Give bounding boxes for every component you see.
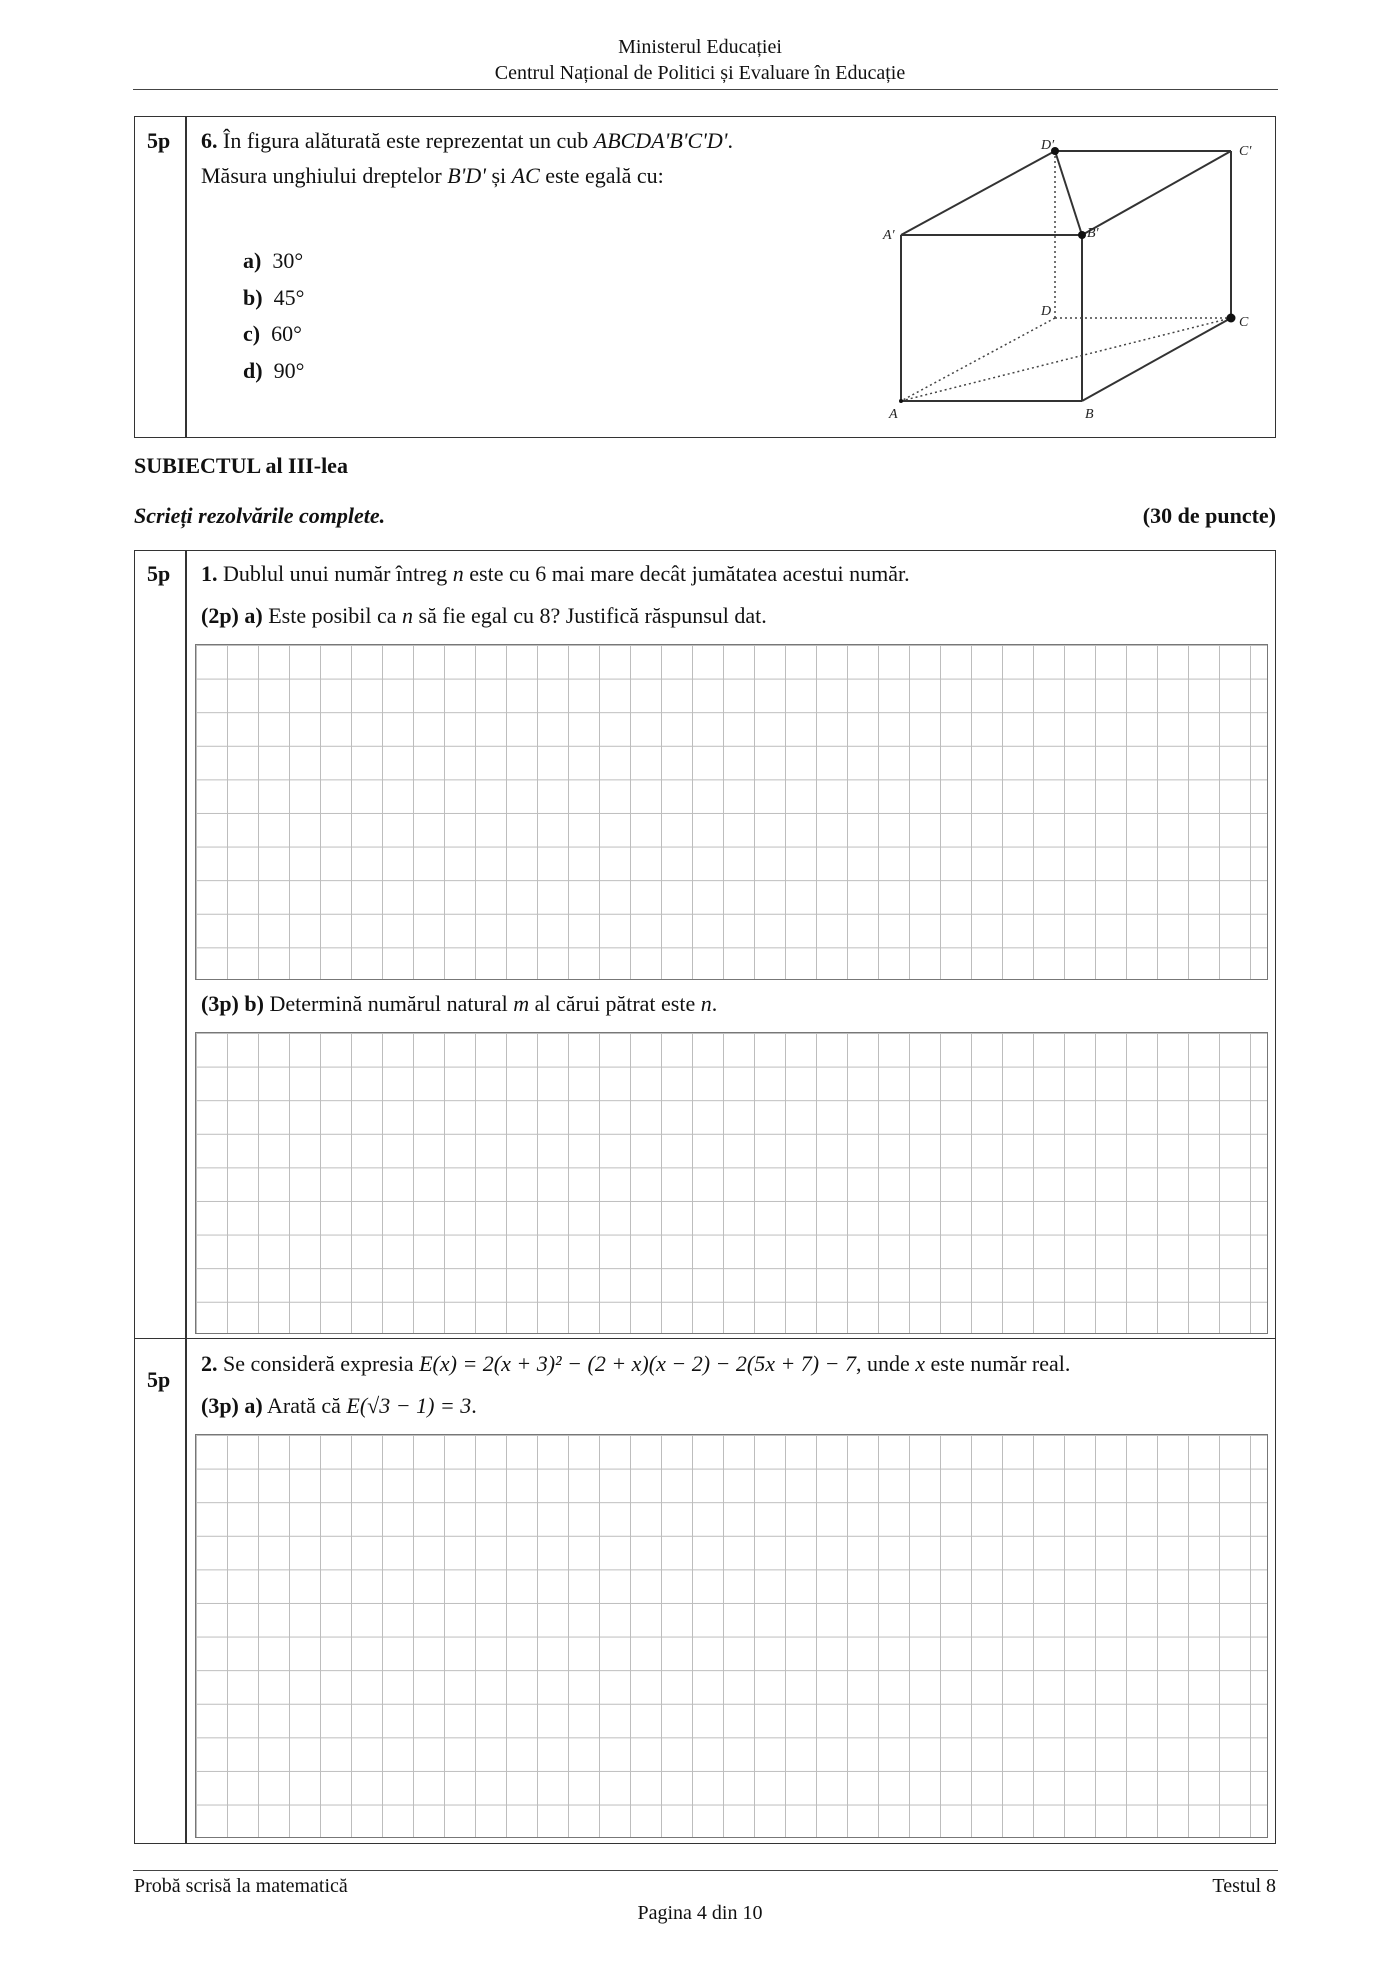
expression-e: E(x) = 2(x + 3)² − (2 + x)(x − 2) − 2(5x + 7) − 7: [419, 1351, 856, 1376]
section-title: SUBIECTUL al III-lea: [134, 453, 348, 478]
answer-grid-1a[interactable]: [195, 644, 1268, 980]
question-6-text2: Măsura unghiului dreptelor: [201, 163, 442, 188]
vertex-a: [899, 399, 903, 403]
answer-grid-2a[interactable]: [195, 1434, 1268, 1838]
label-c: C: [1239, 315, 1249, 330]
part-2a-end: .: [471, 1393, 477, 1418]
part-a-text3: ? Justifică răspunsul dat.: [550, 603, 767, 628]
footer-divider: [133, 1870, 1278, 1871]
option-b-value: 45°: [273, 285, 305, 310]
question-6-line2: [201, 163, 664, 189]
part-b-text2: al cărui pătrat este: [534, 991, 696, 1016]
problem-1-statement: [201, 561, 910, 587]
hidden-edge-da: [901, 318, 1055, 401]
answer-grid-1b[interactable]: [195, 1032, 1268, 1334]
question-6-text1-end: .: [727, 128, 733, 153]
part-a-text1: Este posibil ca: [268, 603, 397, 628]
header-center: Centrul Național de Politici și Evaluare în Educație: [494, 62, 906, 84]
question-6-box: [134, 116, 1276, 438]
option-c: [243, 321, 302, 347]
and-word: și: [491, 163, 507, 188]
edge-bc: [1082, 318, 1231, 401]
problem-1-number: 1.: [201, 561, 218, 586]
problem-2-box: [134, 1338, 1276, 1844]
label-d: D: [1041, 304, 1052, 319]
problem-1-text-c: mai mare decât jumătatea acestui număr.: [551, 561, 910, 586]
option-b: [243, 285, 304, 311]
part-a-text2: să fie egal cu: [418, 603, 534, 628]
vertex-c: [1227, 314, 1236, 323]
header-divider: [133, 89, 1278, 90]
problem-2-statement: [201, 1351, 1070, 1377]
part-2a-points: (3p) a): [201, 1393, 263, 1418]
option-a: [243, 248, 303, 274]
option-a-value: 30°: [272, 248, 304, 273]
option-b-letter: b): [243, 285, 263, 310]
problem-2-number: 2.: [201, 1351, 218, 1376]
points-column-divider: [185, 1339, 187, 1843]
label-d1: D′: [1041, 138, 1055, 153]
problem-1-points: 5p: [147, 561, 171, 586]
option-d: [243, 358, 304, 384]
line-ac: AC: [511, 163, 540, 188]
edge-b1c1: [1082, 151, 1231, 235]
problem-2-part-a: [201, 1393, 477, 1419]
question-6-line1: [201, 128, 733, 154]
problem-1-part-b: [201, 991, 717, 1017]
option-a-letter: a): [243, 248, 262, 273]
problem-2-points: 5p: [147, 1367, 171, 1392]
option-d-value: 90°: [273, 358, 305, 383]
option-c-letter: c): [243, 321, 261, 346]
part-b-var-n: n: [700, 991, 712, 1016]
question-6-number: 6.: [201, 128, 218, 153]
part-a-var-n: n: [402, 603, 414, 628]
footer-left: Probă scrisă la matematică: [134, 1875, 348, 1897]
question-6-text2-end: este egală cu:: [545, 163, 664, 188]
footer-right: Testul 8: [1212, 1875, 1276, 1897]
var-m: m: [513, 991, 530, 1016]
edge-d1a1: [901, 151, 1055, 235]
problem-2-text1: Se consideră expresia: [223, 1351, 414, 1376]
number-six: 6: [535, 561, 547, 586]
var-x: x: [915, 1351, 926, 1376]
problem-2-text2: , unde: [855, 1351, 910, 1376]
option-c-value: 60°: [271, 321, 302, 346]
points-column-divider: [185, 551, 187, 1339]
label-a1: A′: [883, 228, 895, 243]
number-eight: 8: [539, 603, 551, 628]
cube-figure: [883, 117, 1255, 437]
part-b-points: (3p) b): [201, 991, 264, 1016]
var-n: n: [452, 561, 464, 586]
points-column-divider: [185, 117, 187, 437]
diagonal-b1d1: [1055, 151, 1082, 235]
part-b-end: .: [711, 991, 718, 1016]
part-2a-text: Arată că: [267, 1393, 341, 1418]
problem-2-text3: este număr real.: [930, 1351, 1071, 1376]
option-d-letter: d): [243, 358, 263, 383]
question-6-points: 5p: [147, 128, 171, 153]
cube-name: ABCDA'B'C'D': [593, 128, 728, 153]
label-a: A: [889, 407, 898, 422]
question-6-text1: În figura alăturată este reprezentat un cub: [223, 128, 589, 153]
problem-1-text-b: este cu: [469, 561, 530, 586]
header-ministry: Ministerul Educației: [618, 36, 782, 58]
label-c1: C′: [1239, 144, 1252, 159]
problem-1-text-a: Dublul unui număr întreg: [223, 561, 448, 586]
line-bd: B'D': [447, 163, 486, 188]
footer-page: Pagina 4 din 10: [637, 1902, 763, 1924]
part-b-text1: Determină numărul natural: [269, 991, 508, 1016]
section-points: (30 de puncte): [1142, 503, 1276, 528]
label-b: B: [1085, 407, 1094, 422]
problem-1-part-a: [201, 603, 767, 629]
section-instruction: Scrieți rezolvările complete.: [134, 503, 386, 528]
part-2a-expression: E(√3 − 1) = 3: [346, 1393, 472, 1418]
diagonal-ac: [901, 318, 1231, 401]
label-b1: B′: [1087, 226, 1099, 241]
part-a-points: (2p) a): [201, 603, 263, 628]
vertex-b1: [1078, 231, 1086, 239]
problem-1-box: [134, 550, 1276, 1339]
